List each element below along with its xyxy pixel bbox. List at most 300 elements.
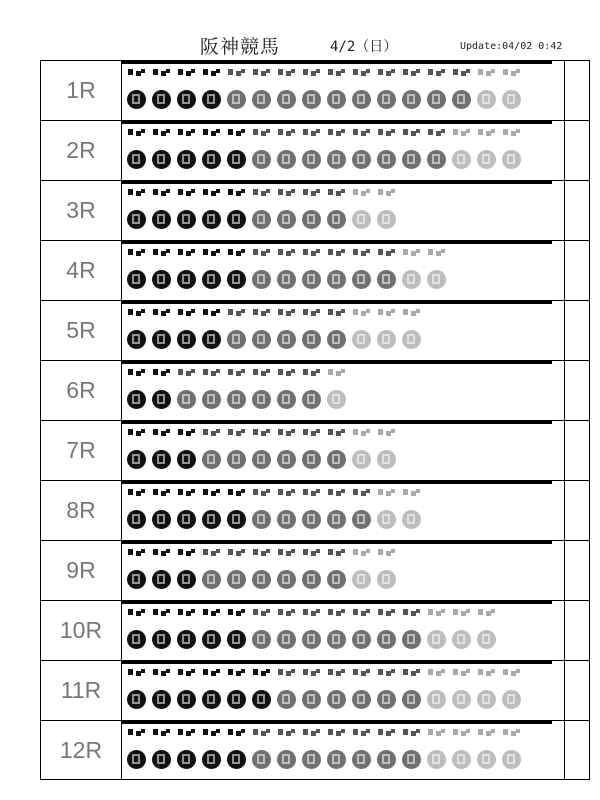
horse-number-badge-icon[interactable] [227,690,246,709]
horse-number-badge-icon[interactable] [252,150,271,169]
horse-number-badge-icon[interactable] [327,90,346,109]
horse-number-badge-icon[interactable] [127,330,146,349]
horse-number-badge-icon[interactable] [427,690,446,709]
horse-number-badge-icon[interactable] [302,390,321,409]
horse-number-badge-icon[interactable] [377,570,396,589]
odds-glyph-icon [203,549,228,558]
horse-number-glyph [282,334,290,344]
horse-number-badge-icon[interactable] [502,90,521,109]
horse-number-badge-icon[interactable] [252,630,271,649]
odds-glyph-icon [278,549,303,558]
horse-number-badge-icon[interactable] [302,330,321,349]
horse-number-badge-icon[interactable] [352,570,371,589]
horse-number-badge-icon[interactable] [277,270,296,289]
odds-row [128,69,528,78]
horse-number-glyph [232,754,240,764]
horse-number-badge-icon[interactable] [477,630,496,649]
horse-number-badge-icon[interactable] [302,690,321,709]
horse-number-badge-icon[interactable] [152,90,171,109]
horse-number-badge-icon[interactable] [352,210,371,229]
horse-number-glyph [207,514,215,524]
horse-number-badge-icon[interactable] [352,90,371,109]
horse-number-badge-icon[interactable] [277,510,296,529]
horse-row [127,210,402,229]
race-row[interactable] [40,360,590,420]
horse-number-glyph [482,694,490,704]
horse-number-glyph [232,514,240,524]
odds-glyph-icon [178,669,203,678]
horse-number-badge-icon[interactable] [227,630,246,649]
horse-number-glyph [132,154,140,164]
race-row[interactable] [40,720,590,780]
horse-number-glyph [282,154,290,164]
horse-number-badge-icon[interactable] [127,690,146,709]
horse-number-badge-icon[interactable] [402,750,421,769]
horse-number-badge-icon[interactable] [302,570,321,589]
odds-glyph-icon [203,489,228,498]
horse-number-badge-icon[interactable] [252,690,271,709]
horse-number-badge-icon[interactable] [302,750,321,769]
race-row[interactable] [40,240,590,300]
horse-number-badge-icon[interactable] [227,150,246,169]
horse-number-badge-icon[interactable] [377,270,396,289]
horse-number-badge-icon[interactable] [177,690,196,709]
odds-glyph-icon [253,549,278,558]
race-label[interactable]: 10R [41,601,122,660]
horse-number-glyph [432,94,440,104]
horse-number-glyph [432,274,440,284]
horse-number-badge-icon[interactable] [127,270,146,289]
odds-glyph-icon [178,429,203,438]
horse-number-glyph [132,694,140,704]
race-entries [122,541,564,600]
horse-number-glyph [482,754,490,764]
horse-number-badge-icon[interactable] [427,630,446,649]
horse-row [127,150,527,169]
odds-glyph-icon [478,729,503,738]
horse-number-badge-icon[interactable] [227,210,246,229]
odds-glyph-icon [253,489,278,498]
horse-number-glyph [257,154,265,164]
horse-number-badge-icon[interactable] [377,630,396,649]
horse-number-badge-icon[interactable] [127,450,146,469]
horse-number-badge-icon[interactable] [402,690,421,709]
horse-number-badge-icon[interactable] [502,750,521,769]
horse-number-badge-icon[interactable] [502,690,521,709]
horse-number-badge-icon[interactable] [377,150,396,169]
odds-row [128,369,353,378]
horse-number-badge-icon[interactable] [427,150,446,169]
odds-glyph-icon [328,309,353,318]
horse-number-badge-icon[interactable] [227,570,246,589]
race-entries [122,121,564,180]
horse-number-glyph [457,634,465,644]
horse-number-badge-icon[interactable] [302,150,321,169]
horse-number-badge-icon[interactable] [277,90,296,109]
race-label[interactable]: 4R [41,241,122,300]
horse-number-glyph [457,694,465,704]
horse-number-glyph [507,754,515,764]
horse-number-badge-icon[interactable] [177,510,196,529]
horse-number-badge-icon[interactable] [152,390,171,409]
horse-number-badge-icon[interactable] [227,510,246,529]
horse-number-badge-icon[interactable] [302,450,321,469]
horse-number-badge-icon[interactable] [202,90,221,109]
horse-number-badge-icon[interactable] [202,330,221,349]
horse-number-glyph [332,454,340,464]
horse-number-badge-icon[interactable] [202,750,221,769]
horse-number-badge-icon[interactable] [402,150,421,169]
horse-number-badge-icon[interactable] [402,270,421,289]
horse-number-badge-icon[interactable] [227,270,246,289]
race-row[interactable] [40,420,590,480]
race-extra-cell [564,601,591,660]
horse-number-badge-icon[interactable] [277,390,296,409]
horse-number-badge-icon[interactable] [302,90,321,109]
odds-glyph-icon [303,189,328,198]
horse-number-badge-icon[interactable] [377,450,396,469]
horse-number-badge-icon[interactable] [402,90,421,109]
odds-glyph-icon [178,189,203,198]
horse-number-badge-icon[interactable] [477,90,496,109]
horse-number-badge-icon[interactable] [477,690,496,709]
horse-number-badge-icon[interactable] [377,750,396,769]
horse-number-badge-icon[interactable] [152,150,171,169]
horse-number-badge-icon[interactable] [327,690,346,709]
odds-glyph-icon [253,189,278,198]
race-label[interactable]: 8R [41,481,122,540]
horse-number-badge-icon[interactable] [302,270,321,289]
odds-glyph-icon [178,549,203,558]
horse-number-badge-icon[interactable] [127,570,146,589]
odds-glyph-icon [378,549,403,558]
horse-number-glyph [507,94,515,104]
horse-number-glyph [307,634,315,644]
horse-number-badge-icon[interactable] [127,90,146,109]
odds-row [128,309,428,318]
horse-number-badge-icon[interactable] [327,270,346,289]
horse-number-badge-icon[interactable] [202,510,221,529]
horse-number-badge-icon[interactable] [252,750,271,769]
horse-number-badge-icon[interactable] [152,210,171,229]
odds-glyph-icon [403,489,428,498]
horse-number-badge-icon[interactable] [452,90,471,109]
odds-glyph-icon [128,369,153,378]
horse-number-glyph [382,454,390,464]
horse-number-badge-icon[interactable] [252,510,271,529]
horse-number-glyph [457,754,465,764]
horse-number-badge-icon[interactable] [252,210,271,229]
odds-glyph-icon [303,669,328,678]
race-label[interactable]: 1R [41,61,122,120]
horse-number-badge-icon[interactable] [177,210,196,229]
horse-number-badge-icon[interactable] [152,330,171,349]
horse-number-badge-icon[interactable] [377,690,396,709]
horse-number-badge-icon[interactable] [377,330,396,349]
horse-number-badge-icon[interactable] [502,150,521,169]
odds-glyph-icon [328,69,353,78]
odds-glyph-icon [428,129,453,138]
horse-number-badge-icon[interactable] [202,150,221,169]
odds-glyph-icon [278,429,303,438]
horse-number-badge-icon[interactable] [277,750,296,769]
horse-number-badge-icon[interactable] [302,630,321,649]
horse-number-badge-icon[interactable] [202,630,221,649]
horse-number-badge-icon[interactable] [327,150,346,169]
horse-number-badge-icon[interactable] [277,630,296,649]
odds-glyph-icon [128,489,153,498]
race-row[interactable] [40,60,590,120]
horse-number-badge-icon[interactable] [327,210,346,229]
horse-number-badge-icon[interactable] [252,390,271,409]
race-entries [122,61,564,120]
horse-number-badge-icon[interactable] [202,390,221,409]
horse-number-badge-icon[interactable] [177,630,196,649]
horse-number-glyph [307,574,315,584]
horse-number-badge-icon[interactable] [127,390,146,409]
horse-number-badge-icon[interactable] [152,270,171,289]
odds-glyph-icon [153,609,178,618]
horse-number-badge-icon[interactable] [227,330,246,349]
odds-row [128,129,528,138]
odds-glyph-icon [278,669,303,678]
race-divider-bar [122,60,552,64]
horse-number-badge-icon[interactable] [152,750,171,769]
race-row[interactable] [40,300,590,360]
odds-glyph-icon [278,129,303,138]
horse-number-glyph [307,754,315,764]
horse-number-badge-icon[interactable] [202,570,221,589]
horse-number-badge-icon[interactable] [427,90,446,109]
odds-glyph-icon [128,189,153,198]
odds-glyph-icon [178,249,203,258]
horse-number-badge-icon[interactable] [452,750,471,769]
horse-number-badge-icon[interactable] [452,690,471,709]
horse-number-badge-icon[interactable] [277,570,296,589]
odds-glyph-icon [278,249,303,258]
horse-number-glyph [132,574,140,584]
race-row[interactable] [40,600,590,660]
horse-number-glyph [357,454,365,464]
horse-number-glyph [182,694,190,704]
race-label[interactable]: 6R [41,361,122,420]
horse-number-badge-icon[interactable] [477,750,496,769]
horse-number-badge-icon[interactable] [352,450,371,469]
horse-number-badge-icon[interactable] [402,330,421,349]
race-label[interactable]: 11R [41,661,122,720]
odds-glyph-icon [278,309,303,318]
horse-number-badge-icon[interactable] [352,510,371,529]
horse-number-glyph [407,94,415,104]
horse-number-badge-icon[interactable] [252,450,271,469]
odds-glyph-icon [303,69,328,78]
horse-number-badge-icon[interactable] [202,690,221,709]
horse-number-badge-icon[interactable] [352,690,371,709]
horse-number-badge-icon[interactable] [202,450,221,469]
horse-number-badge-icon[interactable] [427,270,446,289]
horse-number-badge-icon[interactable] [127,750,146,769]
horse-number-badge-icon[interactable] [327,510,346,529]
horse-number-badge-icon[interactable] [277,450,296,469]
horse-number-badge-icon[interactable] [177,150,196,169]
odds-row [128,429,403,438]
race-row[interactable] [40,540,590,600]
odds-glyph-icon [128,669,153,678]
odds-glyph-icon [128,249,153,258]
odds-glyph-icon [328,369,353,378]
horse-number-badge-icon[interactable] [327,630,346,649]
horse-number-badge-icon[interactable] [202,210,221,229]
race-row[interactable] [40,660,590,720]
horse-number-badge-icon[interactable] [327,330,346,349]
horse-number-badge-icon[interactable] [427,750,446,769]
odds-glyph-icon [153,669,178,678]
horse-number-badge-icon[interactable] [252,270,271,289]
horse-number-badge-icon[interactable] [177,750,196,769]
odds-glyph-icon [428,609,453,618]
horse-number-badge-icon[interactable] [177,270,196,289]
odds-glyph-icon [403,729,428,738]
horse-number-badge-icon[interactable] [152,630,171,649]
race-label[interactable]: 2R [41,121,122,180]
horse-number-badge-icon[interactable] [252,90,271,109]
horse-number-glyph [382,94,390,104]
horse-number-badge-icon[interactable] [252,330,271,349]
horse-number-badge-icon[interactable] [352,150,371,169]
horse-number-glyph [457,154,465,164]
horse-number-badge-icon[interactable] [452,150,471,169]
race-label[interactable]: 12R [41,721,122,780]
horse-number-badge-icon[interactable] [127,210,146,229]
race-label[interactable]: 5R [41,301,122,360]
horse-number-glyph [457,94,465,104]
horse-number-badge-icon[interactable] [127,510,146,529]
horse-row [127,750,527,769]
odds-glyph-icon [403,609,428,618]
odds-glyph-icon [153,549,178,558]
odds-glyph-icon [153,729,178,738]
horse-row [127,510,427,529]
horse-number-badge-icon[interactable] [327,750,346,769]
horse-number-glyph [157,214,165,224]
horse-number-glyph [157,514,165,524]
horse-number-badge-icon[interactable] [327,450,346,469]
odds-row [128,549,403,558]
horse-number-badge-icon[interactable] [277,210,296,229]
odds-glyph-icon [253,729,278,738]
horse-number-badge-icon[interactable] [127,150,146,169]
horse-number-badge-icon[interactable] [352,270,371,289]
race-label[interactable]: 7R [41,421,122,480]
odds-glyph-icon [478,129,503,138]
horse-number-glyph [232,334,240,344]
race-row[interactable] [40,120,590,180]
horse-number-badge-icon[interactable] [202,270,221,289]
horse-number-badge-icon[interactable] [152,690,171,709]
race-row[interactable] [40,480,590,540]
race-label[interactable]: 3R [41,181,122,240]
odds-glyph-icon [378,249,403,258]
horse-number-badge-icon[interactable] [152,450,171,469]
odds-glyph-icon [228,549,253,558]
horse-number-badge-icon[interactable] [352,330,371,349]
horse-number-badge-icon[interactable] [327,390,346,409]
horse-number-glyph [332,94,340,104]
horse-number-glyph [132,394,140,404]
horse-number-badge-icon[interactable] [377,510,396,529]
horse-row [127,450,402,469]
horse-number-glyph [257,394,265,404]
horse-number-badge-icon[interactable] [402,510,421,529]
odds-glyph-icon [303,369,328,378]
horse-number-badge-icon[interactable] [127,630,146,649]
horse-number-badge-icon[interactable] [377,210,396,229]
horse-number-badge-icon[interactable] [302,210,321,229]
horse-number-badge-icon[interactable] [152,570,171,589]
odds-glyph-icon [253,669,278,678]
race-entries [122,361,564,420]
odds-glyph-icon [153,369,178,378]
update-timestamp: Update:04/02 0:42 [460,41,563,52]
race-extra-cell [564,301,591,360]
horse-number-badge-icon[interactable] [177,450,196,469]
race-label[interactable]: 9R [41,541,122,600]
horse-number-badge-icon[interactable] [377,90,396,109]
odds-glyph-icon [178,729,203,738]
horse-number-badge-icon[interactable] [252,570,271,589]
race-divider-bar [122,300,552,304]
odds-glyph-icon [203,69,228,78]
horse-number-badge-icon[interactable] [302,510,321,529]
horse-number-badge-icon[interactable] [177,330,196,349]
horse-number-badge-icon[interactable] [177,90,196,109]
horse-number-badge-icon[interactable] [277,690,296,709]
horse-number-badge-icon[interactable] [352,750,371,769]
horse-number-badge-icon[interactable] [327,570,346,589]
odds-glyph-icon [353,729,378,738]
horse-number-badge-icon[interactable] [477,150,496,169]
horse-number-badge-icon[interactable] [177,570,196,589]
horse-number-badge-icon[interactable] [227,450,246,469]
odds-glyph-icon [228,669,253,678]
horse-number-badge-icon[interactable] [227,390,246,409]
race-row[interactable] [40,180,590,240]
horse-number-glyph [282,694,290,704]
odds-glyph-icon [128,549,153,558]
odds-glyph-icon [403,69,428,78]
odds-glyph-icon [128,429,153,438]
horse-number-badge-icon[interactable] [352,630,371,649]
horse-number-glyph [157,754,165,764]
horse-number-badge-icon[interactable] [402,630,421,649]
horse-number-badge-icon[interactable] [277,150,296,169]
odds-row [128,249,453,258]
horse-number-badge-icon[interactable] [277,330,296,349]
horse-number-badge-icon[interactable] [227,750,246,769]
horse-number-glyph [257,454,265,464]
odds-glyph-icon [203,609,228,618]
horse-number-badge-icon[interactable] [452,630,471,649]
horse-number-glyph [157,94,165,104]
horse-number-glyph [232,214,240,224]
odds-glyph-icon [353,489,378,498]
horse-number-badge-icon[interactable] [227,90,246,109]
horse-number-badge-icon[interactable] [177,390,196,409]
horse-row [127,270,452,289]
odds-glyph-icon [378,609,403,618]
horse-number-badge-icon[interactable] [152,510,171,529]
horse-row [127,390,352,409]
